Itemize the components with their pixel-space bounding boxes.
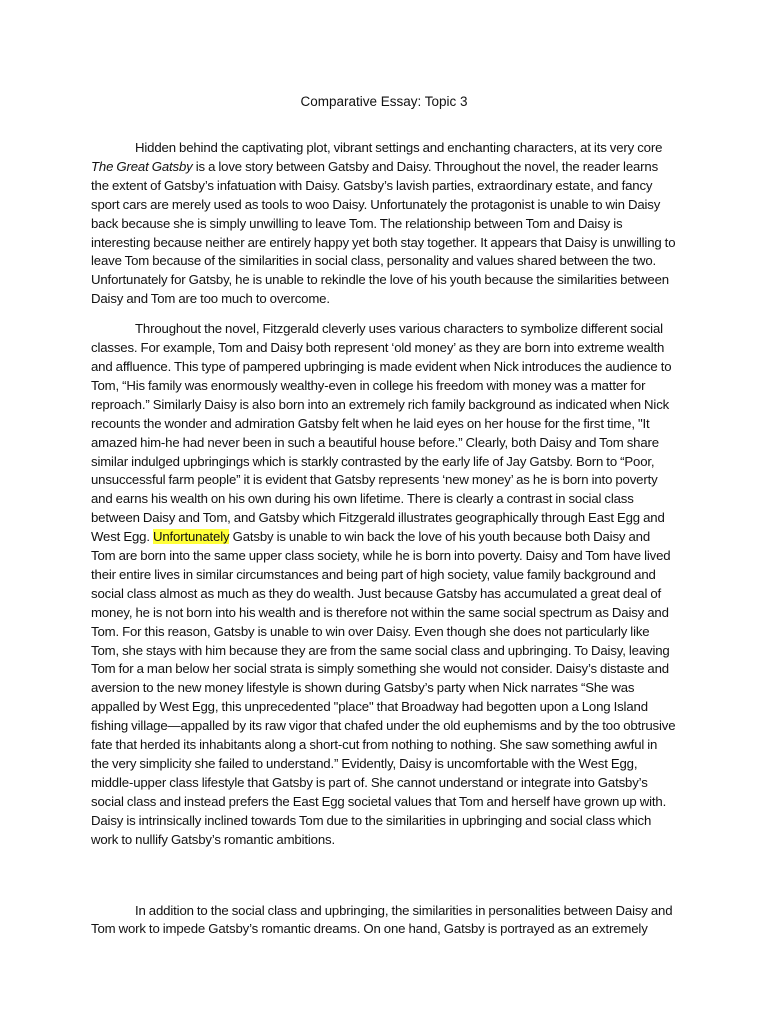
highlighted-word: Unfortunately [152, 529, 230, 545]
paragraph-3 [91, 902, 677, 940]
paragraph-2 [91, 320, 677, 849]
paragraph-1-text-b: is a love story between Gatsby and Daisy. Throughout the novel, the reader learns the extent of Gatsby’s infatuation with Daisy. Gatsby’s lavish parties, extraordinary estate, and fancy sport cars are merely used as tools to woo Daisy. Unfortunately the protagonist is unable to win Daisy back because she is simply unwilling to leave Tom. The relationship between Tom and Daisy is interesting because neither are entirely happy yet both stay together. It appears that Daisy is unwilling to leave Tom because of the similarities in social class, personality and values shared between the two. Unfortunately for Gatsby, he is unable to rekindle the love of his youth because the similarities between Daisy and Tom are too much to overcome. [91, 158, 676, 307]
essay-title: Comparative Essay: Topic 3 [300, 94, 468, 109]
paragraph-3-text: In addition to the social class and upbringing, the similarities in personalities between Daisy and Tom work to impede Gatsby’s romantic dreams. On one hand, Gatsby is portrayed as an extremely [91, 902, 673, 937]
paragraph-1 [91, 139, 677, 309]
essay-body [91, 139, 677, 939]
book-title-italic: The Great Gatsby [91, 158, 193, 174]
paragraph-2-text-a: Throughout the novel, Fitzgerald cleverly uses various characters to symbolize different social classes. For example, Tom and Daisy both represent ‘old money’ as they are born into extreme wealth and affluence. This type of pampered upbringing is made evident when Nick introduces the audience to Tom, “His family was enormously wealthy-even in college his freedom with money was a matter for reproach.” Similarly Daisy is also born into an extremely rich family background as indicated when Nick recounts the wonder and admiration Gatsby felt when he laid eyes on her house for the first time, "It amazed him-he had never been in such a beautiful house before.” Clearly, both Daisy and Tom share similar indulged upbringings which is starkly contrasted by the early life of Jay Gatsby. Born to “Poor, unsuccessful farm people” it is evident that Gatsby represents ‘new money’ as he is born into poverty and earns his wealth on his own during his own lifetime. There is clearly a contrast in social class between Daisy and Tom, and Gatsby which Fitzgerald illustrates geographically through East Egg and West Egg. [91, 321, 672, 545]
paragraph-2-text-b: Gatsby is unable to win back the love of his youth because both Daisy and Tom are born into the same upper class society, while he is born into poverty. Daisy and Tom have lived their entire lives in similar circumstances and being part of high society, value family background and social class almost as much as they do wealth. Just because Gatsby has accumulated a great deal of money, he is not born into his wealth and is therefore not within the same social spectrum as Daisy and Tom. For this reason, Gatsby is unable to win over Daisy. Even though she does not particularly like Tom, she stays with him because they are from the same social class and upbringing. To Daisy, leaving Tom for a man below her social strata is simply something she would not consider. Daisy’s distaste and aversion to the new money lifestyle is shown during Gatsby’s party when Nick narrates “She was appalled by West Egg, this unprecedented "place" that Broadway had begotten upon a Long Island fishing village—appalled by its raw vigor that chafed under the old euphemisms and by the too obtrusive fate that herded its inhabitants along a short-cut from nothing to nothing. She saw something awful in the very simplicity she failed to understand.” Evidently, Daisy is uncomfortable with the West Egg, middle-upper class lifestyle that Gatsby is part of. She cannot understand or integrate into Gatsby’s social class and instead prefers the East Egg societal values that Tom and herself have grown up with. Daisy is intrinsically inclined towards Tom due to the similarities in upbringing and social class which work to nullify Gatsby’s romantic ambitions. [91, 529, 676, 847]
paragraph-1-text-a: Hidden behind the captivating plot, vibrant settings and enchanting characters, at its very core [135, 140, 663, 155]
